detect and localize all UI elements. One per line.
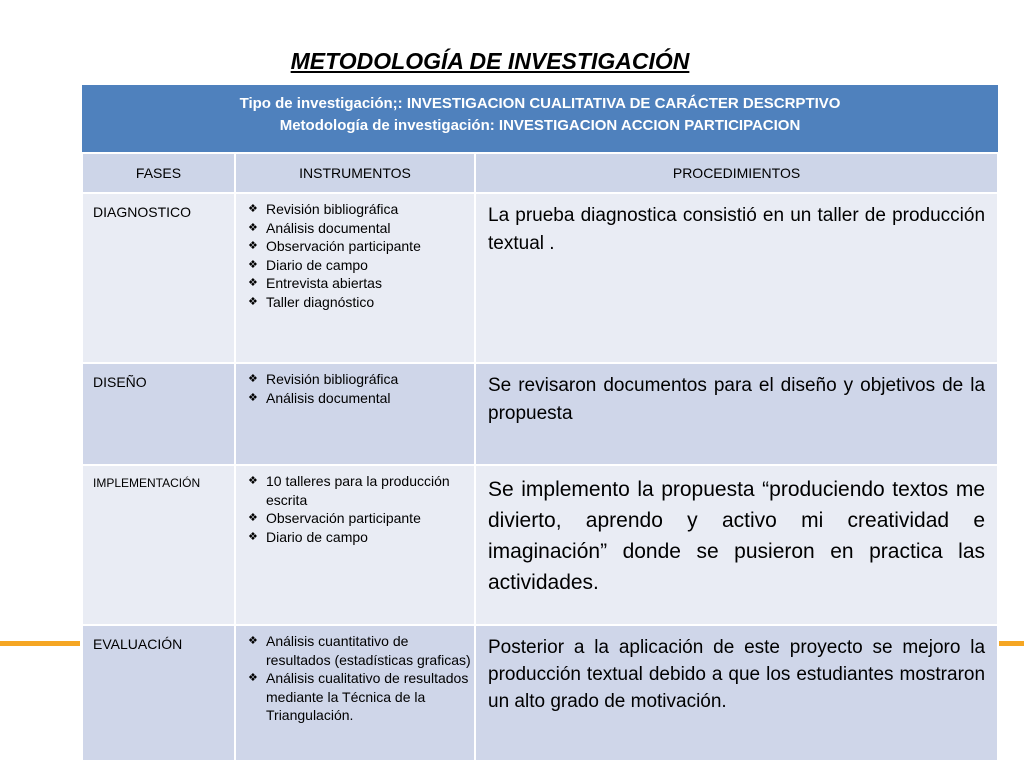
list-item: ❖ Análisis cuantitativo de resultados (estadísticas graficas) — [248, 632, 474, 669]
list-item: ❖ Observación participante — [248, 237, 474, 256]
column-header-fases: FASES — [82, 153, 235, 193]
phase-cell: EVALUACIÓN — [82, 625, 235, 761]
list-item: ❖ Diario de campo — [248, 528, 474, 547]
procedure-cell: La prueba diagnostica consistió en un taller de producción textual . — [475, 193, 998, 363]
list-item: ❖ Análisis documental — [248, 389, 474, 408]
research-type: Tipo de investigación;: INVESTIGACION CUALITATIVA DE CARÁCTER DESCRPTIVO — [239, 95, 841, 112]
instruments-cell — [235, 193, 475, 363]
decorative-line-left — [0, 641, 80, 646]
column-header-procedimientos: PROCEDIMIENTOS — [475, 153, 998, 193]
decorative-line-right — [998, 641, 1024, 646]
table-row — [82, 363, 998, 465]
page-title: METODOLOGÍA DE INVESTIGACIÓN — [290, 48, 690, 74]
table-row — [82, 465, 998, 625]
phase-cell: DISEÑO — [82, 363, 235, 465]
list-item: ❖ Análisis documental — [248, 219, 474, 238]
instruments-cell — [235, 625, 475, 761]
instruments-cell — [235, 363, 475, 465]
list-item: ❖ 10 talleres para la producción escrita — [248, 472, 474, 509]
list-item: ❖ Taller diagnóstico — [248, 293, 474, 312]
procedure-cell: Se implemento la propuesta “produciendo textos me divierto, aprendo y activo mi creatividad e imaginación” donde se pusieron en practica las actividades. — [475, 465, 998, 625]
list-item: ❖ Observación participante — [248, 509, 474, 528]
instruments-list — [248, 472, 474, 546]
research-methodology: Metodología de investigación: INVESTIGACION ACCION PARTICIPACION — [279, 117, 801, 134]
table-row — [82, 625, 998, 761]
instruments-cell — [235, 465, 475, 625]
table-header — [82, 85, 998, 153]
procedure-cell: Se revisaron documentos para el diseño y objetivos de la propuesta — [475, 363, 998, 465]
column-header-instrumentos: INSTRUMENTOS — [235, 153, 475, 193]
list-item: ❖ Revisión bibliográfica — [248, 200, 474, 219]
instruments-list — [248, 632, 474, 725]
column-headers — [82, 153, 998, 193]
phase-cell: DIAGNOSTICO — [82, 193, 235, 363]
list-item: ❖ Diario de campo — [248, 256, 474, 275]
list-item: ❖ Análisis cualitativo de resultados mediante la Técnica de la Triangulación. — [248, 669, 474, 725]
instruments-list — [248, 200, 474, 311]
methodology-table — [81, 85, 999, 762]
table-row — [82, 193, 998, 363]
instruments-list — [248, 370, 474, 407]
procedure-cell: Posterior a la aplicación de este proyecto se mejoro la producción textual debido a que los estudiantes mostraron un alto grado de motivación. — [475, 625, 998, 761]
list-item: ❖ Entrevista abiertas — [248, 274, 474, 293]
list-item: ❖ Revisión bibliográfica — [248, 370, 474, 389]
phase-cell: IMPLEMENTACIÓN — [82, 465, 235, 625]
